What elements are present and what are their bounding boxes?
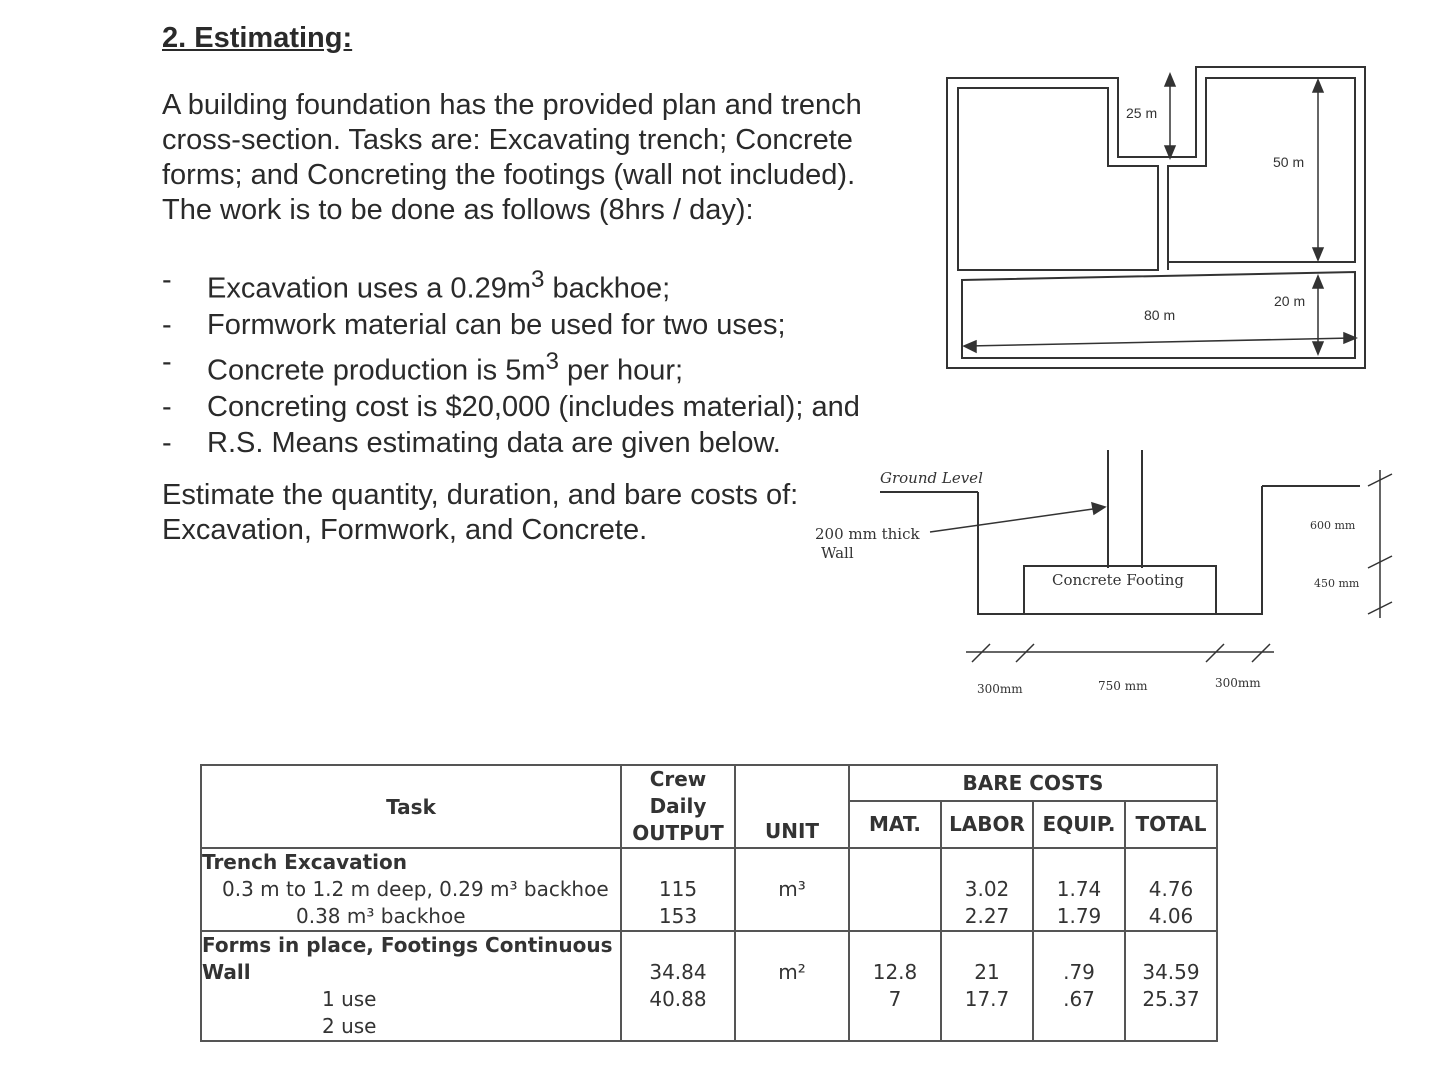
table-row xyxy=(201,931,1217,1041)
total-cell: 34.59 25.37 xyxy=(1125,931,1217,1041)
dim-label-300mm-left: 300mm xyxy=(977,682,1023,696)
wall-label: 200 mm thick xyxy=(815,525,920,543)
list-item: - Formwork material can be used for two uses; xyxy=(162,307,922,344)
intro-line: forms; and Concreting the footings (wall not included). xyxy=(162,159,856,191)
list-item: - Concrete production is $5m^3$ per hour; xyxy=(162,345,684,387)
wall-label-2: Wall xyxy=(821,544,854,562)
intro-line: A building foundation has the provided plan and trench xyxy=(162,89,862,121)
header-mat: MAT. xyxy=(849,801,941,848)
list-item: - Concreting cost is $20,000 (includes material); and xyxy=(162,389,922,426)
labor-cell: 3.02 2.27 xyxy=(941,848,1033,931)
dash-marker: - xyxy=(162,427,172,460)
header-labor: LABOR xyxy=(941,801,1033,848)
total-cell: 4.76 4.06 xyxy=(1125,848,1217,931)
equip-cell: 1.74 1.79 xyxy=(1033,848,1125,931)
dash-marker: - xyxy=(162,309,172,342)
crew-output-cell: 34.84 40.88 xyxy=(621,931,735,1041)
dim-label-50m: 50 m xyxy=(1273,154,1305,170)
dim-label-600mm: 600 mm xyxy=(1310,519,1356,532)
prompt-line: Excavation, Formwork, and Concrete. xyxy=(162,514,648,546)
dim-label-80m: 80 m xyxy=(1144,307,1176,323)
ground-level-label: Ground Level xyxy=(880,469,983,487)
task-trench-excavation: Trench Excavation 0.3 m to 1.2 m deep, 0.29 m³ backhoe 0.38 m³ backhoe xyxy=(201,848,621,931)
dim-label-20m: 20 m xyxy=(1274,293,1306,309)
table-row xyxy=(201,848,1217,931)
dim-label-25m: 25 m xyxy=(1126,105,1158,121)
dim-label-450mm: 450 mm xyxy=(1314,577,1360,590)
dash-marker: - xyxy=(162,390,172,423)
dim-label-750mm: 750 mm xyxy=(1098,679,1148,693)
task-forms-in-place: Forms in place, Footings Continuous Wall 1 use 2 use xyxy=(201,931,621,1041)
header-crew-output: Crew Daily OUTPUT xyxy=(621,765,735,848)
header-task: Task xyxy=(201,765,621,848)
labor-cell: 21 17.7 xyxy=(941,931,1033,1041)
intro-line: The work is to be done as follows (8hrs / day): xyxy=(162,194,754,226)
mat-cell: 12.8 7 xyxy=(849,931,941,1041)
rs-means-table xyxy=(200,764,1218,1042)
unit-cell: m² xyxy=(735,931,849,1041)
dash-marker: - xyxy=(162,264,172,296)
trench-outline xyxy=(978,486,1262,614)
header-total: TOTAL xyxy=(1125,801,1217,848)
unit-cell: m³ xyxy=(735,848,849,931)
crew-output-cell: 115 153 xyxy=(621,848,735,931)
header-bare-costs: BARE COSTS xyxy=(849,765,1217,801)
dash-marker: - xyxy=(162,345,172,378)
prompt-line: Estimate the quantity, duration, and bare costs of: xyxy=(162,479,799,511)
header-unit: UNIT xyxy=(735,765,849,848)
mat-cell xyxy=(849,848,941,931)
equip-cell: .79 .67 xyxy=(1033,931,1125,1041)
list-item: - Excavation uses a $0.29m^3$ backhoe; xyxy=(162,264,671,305)
header-equip: EQUIP. xyxy=(1033,801,1125,848)
footing-label: Concrete Footing xyxy=(1052,571,1185,589)
list-item: - R.S. Means estimating data are given below. xyxy=(162,425,922,462)
intro-line: cross-section. Tasks are: Excavating trench; Concrete xyxy=(162,124,853,156)
section-heading: 2. Estimating: xyxy=(162,22,353,54)
dim-label-300mm-right: 300mm xyxy=(1215,676,1261,690)
